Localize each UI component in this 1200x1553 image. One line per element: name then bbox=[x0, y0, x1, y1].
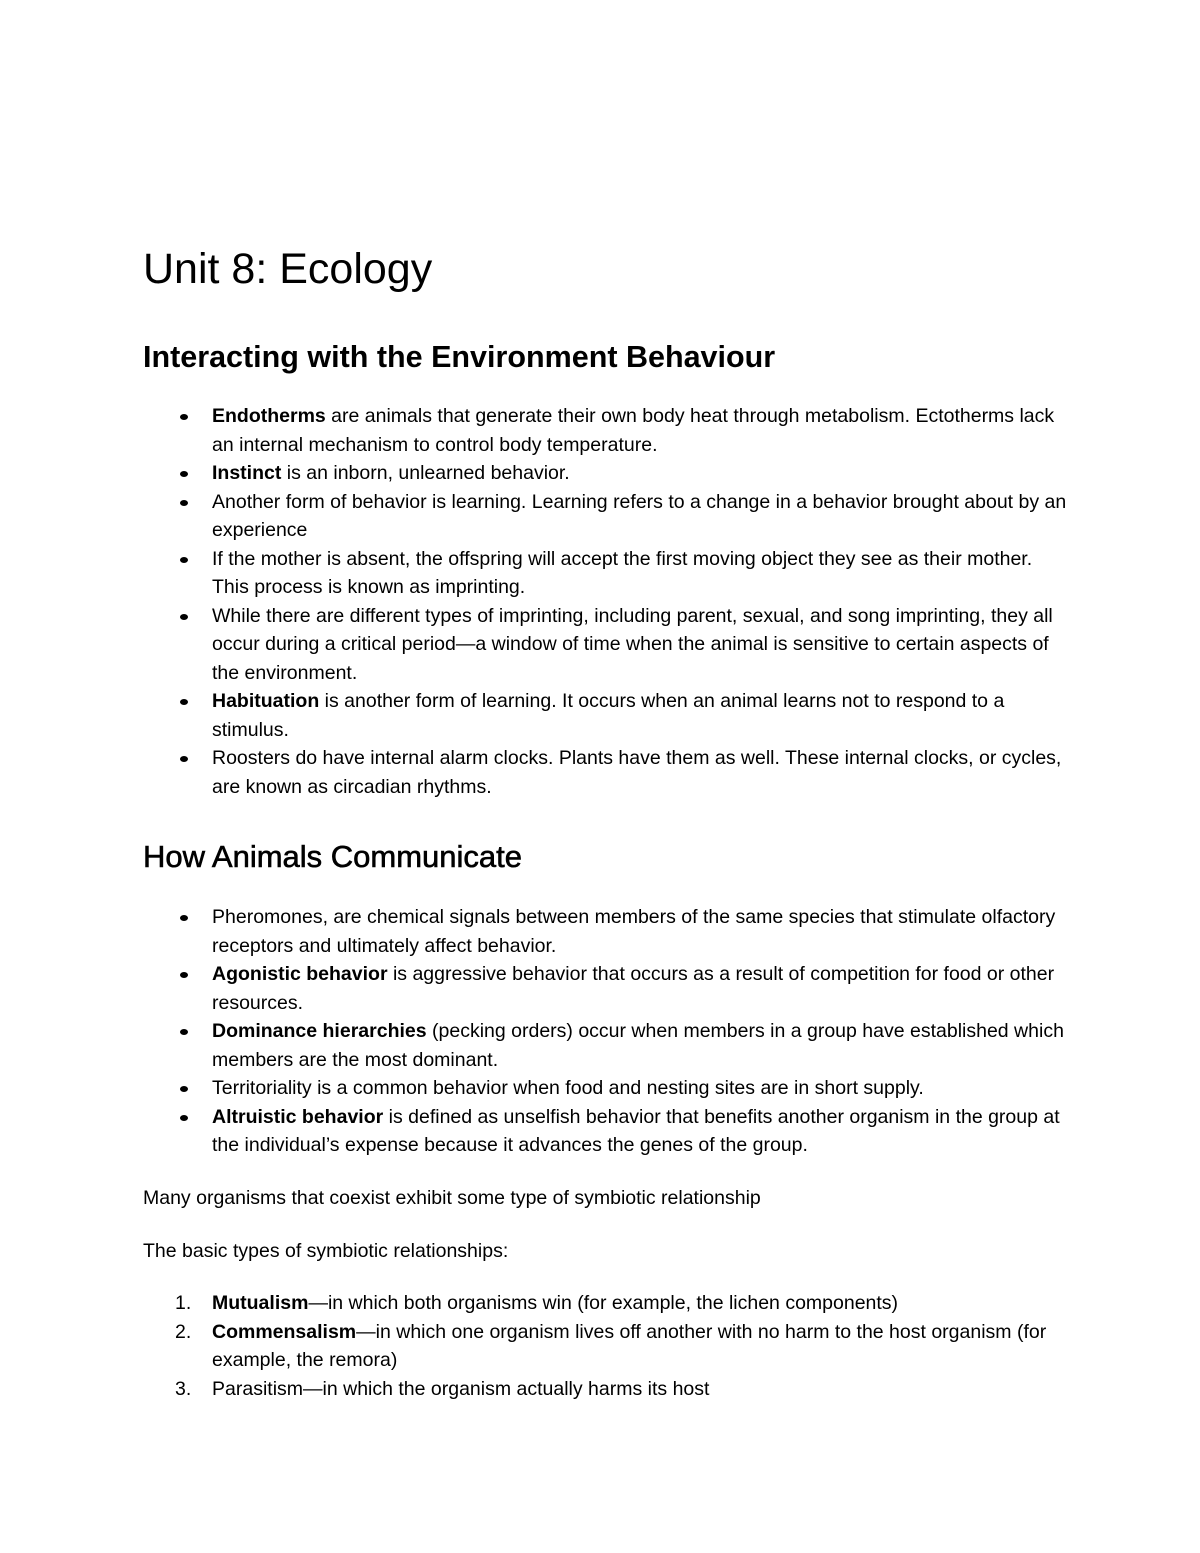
list-item-term: Dominance hierarchies bbox=[212, 1020, 427, 1042]
bullet-icon bbox=[180, 972, 188, 978]
list-item-text: is another form of learning. It occurs when an animal learns not to respond to a stimulus. bbox=[212, 690, 1005, 741]
list-item-term: Altruistic behavior bbox=[212, 1105, 384, 1128]
list-item bbox=[143, 545, 1073, 602]
section-heading-communicate: How Animals Communicate bbox=[143, 839, 523, 874]
paragraph-symbiotic: Many organisms that coexist exhibit some type of symbiotic relationship bbox=[143, 1187, 761, 1209]
bullet-icon bbox=[180, 1086, 188, 1092]
list-item bbox=[143, 903, 1073, 960]
list-item bbox=[143, 488, 1073, 545]
list-item bbox=[143, 744, 1073, 801]
paragraph-basic-types: The basic types of symbiotic relationships: bbox=[143, 1240, 509, 1262]
list-item bbox=[143, 1103, 1073, 1160]
bullet-icon bbox=[180, 1115, 188, 1121]
numbered-item bbox=[143, 1375, 1073, 1404]
list-item-text: are animals that generate their own body heat through metabolism. Ectotherms lack an internal mechanism to control body temperature. bbox=[212, 405, 1055, 456]
bullet-icon bbox=[180, 414, 188, 420]
numbered-item bbox=[143, 1318, 1073, 1375]
list-item bbox=[143, 459, 1073, 488]
item-number: 2. bbox=[175, 1320, 192, 1343]
bullet-icon bbox=[180, 471, 188, 477]
list-item-text: Pheromones, are chemical signals between members of the same species that stimulate olfactory receptors and ultimately affect behavior. bbox=[212, 906, 1056, 957]
list-item bbox=[143, 960, 1073, 1017]
list-item-term: Agonistic behavior bbox=[212, 963, 388, 985]
list-item-text: While there are different types of imprinting, including parent, sexual, and song imprinting, they all occur during a critical period—a window of time when the animal is sensitive to certain aspects of the environment. bbox=[212, 604, 1053, 684]
list-item-term: Instinct bbox=[212, 462, 282, 484]
list-item-term: Commensalism bbox=[212, 1320, 357, 1343]
list-item bbox=[143, 1074, 1073, 1103]
list-item-text: —in which both organisms win (for example, the lichen components) bbox=[308, 1292, 899, 1314]
bullet-icon bbox=[180, 614, 188, 620]
list-item-text: is defined as unselfish behavior that benefits another organism in the group at the individual’s expense because it advances the genes of the group. bbox=[212, 1105, 1060, 1156]
list-item bbox=[143, 687, 1073, 744]
list-item bbox=[143, 602, 1073, 688]
item-number: 3. bbox=[175, 1377, 192, 1400]
numbered-item bbox=[143, 1289, 1073, 1318]
behaviour-list bbox=[143, 402, 1073, 801]
list-item-term: Endotherms bbox=[212, 405, 326, 427]
list-item-text: Territoriality is a common behavior when food and nesting sites are in short supply. bbox=[212, 1077, 924, 1099]
list-item-term: Habituation bbox=[212, 690, 320, 712]
bullet-icon bbox=[180, 500, 188, 506]
list-item-text: —in which one organism lives off another with no harm to the host organism (for example, the remora) bbox=[212, 1320, 1047, 1371]
list-item-term: Mutualism bbox=[212, 1292, 309, 1314]
list-item-text: If the mother is absent, the offspring will accept the first moving object they see as their mother. This process is known as imprinting. bbox=[212, 547, 1033, 598]
bullet-icon bbox=[180, 699, 188, 705]
communication-list bbox=[143, 903, 1073, 1160]
list-item-text: is aggressive behavior that occurs as a result of competition for food or other resources. bbox=[212, 963, 1055, 1014]
list-item-text: Another form of behavior is learning. Learning refers to a change in a behavior brought about by an experience bbox=[212, 490, 1067, 541]
bullet-icon bbox=[180, 756, 188, 762]
list-item-text: Parasitism—in which the organism actually harms its host bbox=[212, 1377, 710, 1400]
bullet-icon bbox=[180, 1029, 188, 1035]
list-item-text: is an inborn, unlearned behavior. bbox=[281, 462, 570, 484]
list-item-text: Roosters do have internal alarm clocks. Plants have them as well. These internal clocks, or cycles, are known as circadian rhythms. bbox=[212, 747, 1062, 798]
document-title: Unit 8: Ecology bbox=[143, 245, 433, 293]
bullet-icon bbox=[180, 915, 188, 921]
list-item bbox=[143, 402, 1073, 459]
list-item bbox=[143, 1017, 1073, 1074]
list-item-text: (pecking orders) occur when members in a group have established which members are the most dominant. bbox=[212, 1020, 1064, 1071]
bullet-icon bbox=[180, 557, 188, 563]
symbiosis-numbered-list bbox=[143, 1289, 1073, 1403]
section-heading-behaviour: Interacting with the Environment Behaviour bbox=[143, 340, 776, 374]
item-number: 1. bbox=[175, 1292, 192, 1314]
